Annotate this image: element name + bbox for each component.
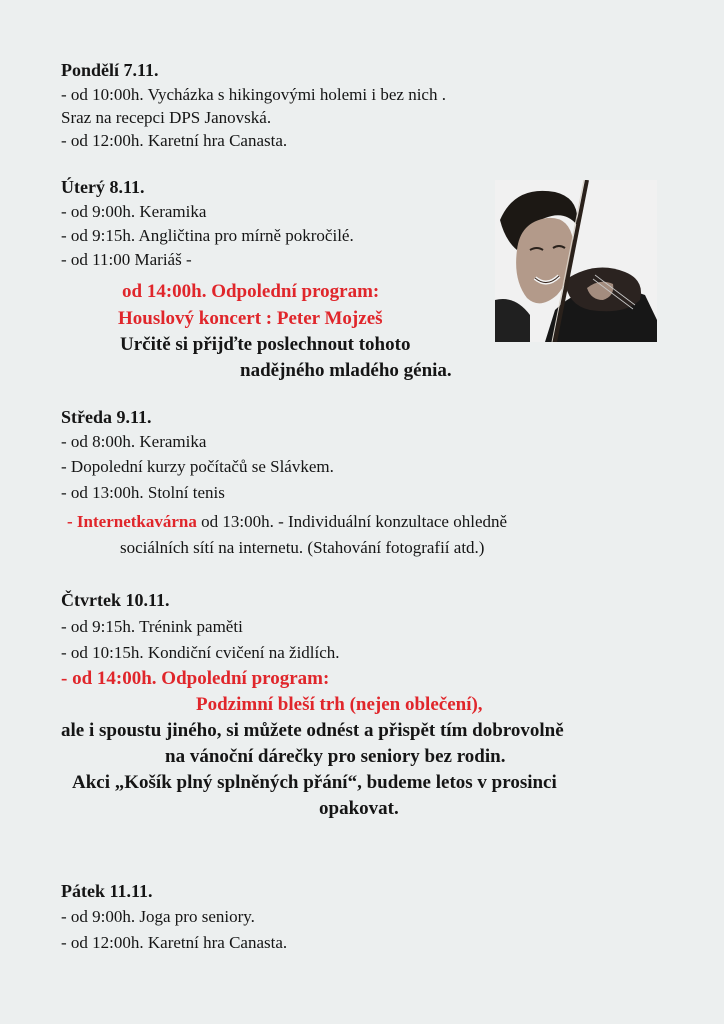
monday-line-3: - od 12:00h. Karetní hra Canasta. xyxy=(61,131,288,150)
wednesday-line-3: - od 13:00h. Stolní tenis xyxy=(61,483,225,502)
wednesday-heading: Středa 9.11. xyxy=(61,407,152,427)
thursday-market-red: Podzimní bleší trh (nejen oblečení), xyxy=(196,694,483,715)
internet-consult-text: od 13:00h. - Individuální konzultace ohledně xyxy=(196,512,508,531)
internetkavarna-label: - Internetkavárna xyxy=(67,512,197,531)
thursday-note-2: na vánoční dárečky pro seniory bez rodin. xyxy=(165,746,506,767)
tuesday-note-2: nadějného mladého génia. xyxy=(240,360,452,381)
tuesday-concert-red: Houslový koncert : Peter Mojzeš xyxy=(118,308,383,329)
monday-line-1: - od 10:00h. Vycházka s hikingovými holemi i bez nich . xyxy=(61,85,446,104)
thursday-program-red: - od 14:00h. Odpolední program: xyxy=(61,668,330,689)
tuesday-line-3: - od 11:00 Mariáš - xyxy=(61,250,192,269)
tuesday-line-2: - od 9:15h. Angličtina pro mírně pokročilé. xyxy=(61,226,354,245)
tuesday-line-1: - od 9:00h. Keramika xyxy=(61,202,207,221)
wednesday-line-1: - od 8:00h. Keramika xyxy=(61,432,207,451)
tuesday-heading: Úterý 8.11. xyxy=(61,177,145,197)
thursday-line-2: - od 10:15h. Kondiční cvičení na židlích. xyxy=(61,643,340,662)
thursday-note-3: Akci „Košík plný splněných přání“, budeme letos v prosinci xyxy=(72,772,557,793)
tuesday-note-1: Určitě si přijďte poslechnout tohoto xyxy=(120,334,411,355)
thursday-heading: Čtvrtek 10.11. xyxy=(61,590,170,610)
wednesday-line-2: - Dopolední kurzy počítačů se Slávkem. xyxy=(61,457,334,476)
friday-line-1: - od 9:00h. Joga pro seniory. xyxy=(61,907,255,926)
friday-line-2: - od 12:00h. Karetní hra Canasta. xyxy=(61,933,288,952)
monday-line-2: Sraz na recepci DPS Janovská. xyxy=(61,108,272,127)
violinist-photo xyxy=(495,180,657,342)
friday-heading: Pátek 11.11. xyxy=(61,881,153,901)
thursday-note-4: opakovat. xyxy=(319,798,399,819)
wednesday-internet-line-2: sociálních sítí na internetu. (Stahování fotografií atd.) xyxy=(120,538,485,557)
wednesday-internet-line xyxy=(67,511,507,533)
thursday-line-1: - od 9:15h. Trénink paměti xyxy=(61,617,243,636)
thursday-note-1: ale i spoustu jiného, si můžete odnést a přispět tím dobrovolně xyxy=(61,720,564,741)
tuesday-program-red: od 14:00h. Odpolední program: xyxy=(122,281,380,302)
monday-heading: Pondělí 7.11. xyxy=(61,60,159,80)
